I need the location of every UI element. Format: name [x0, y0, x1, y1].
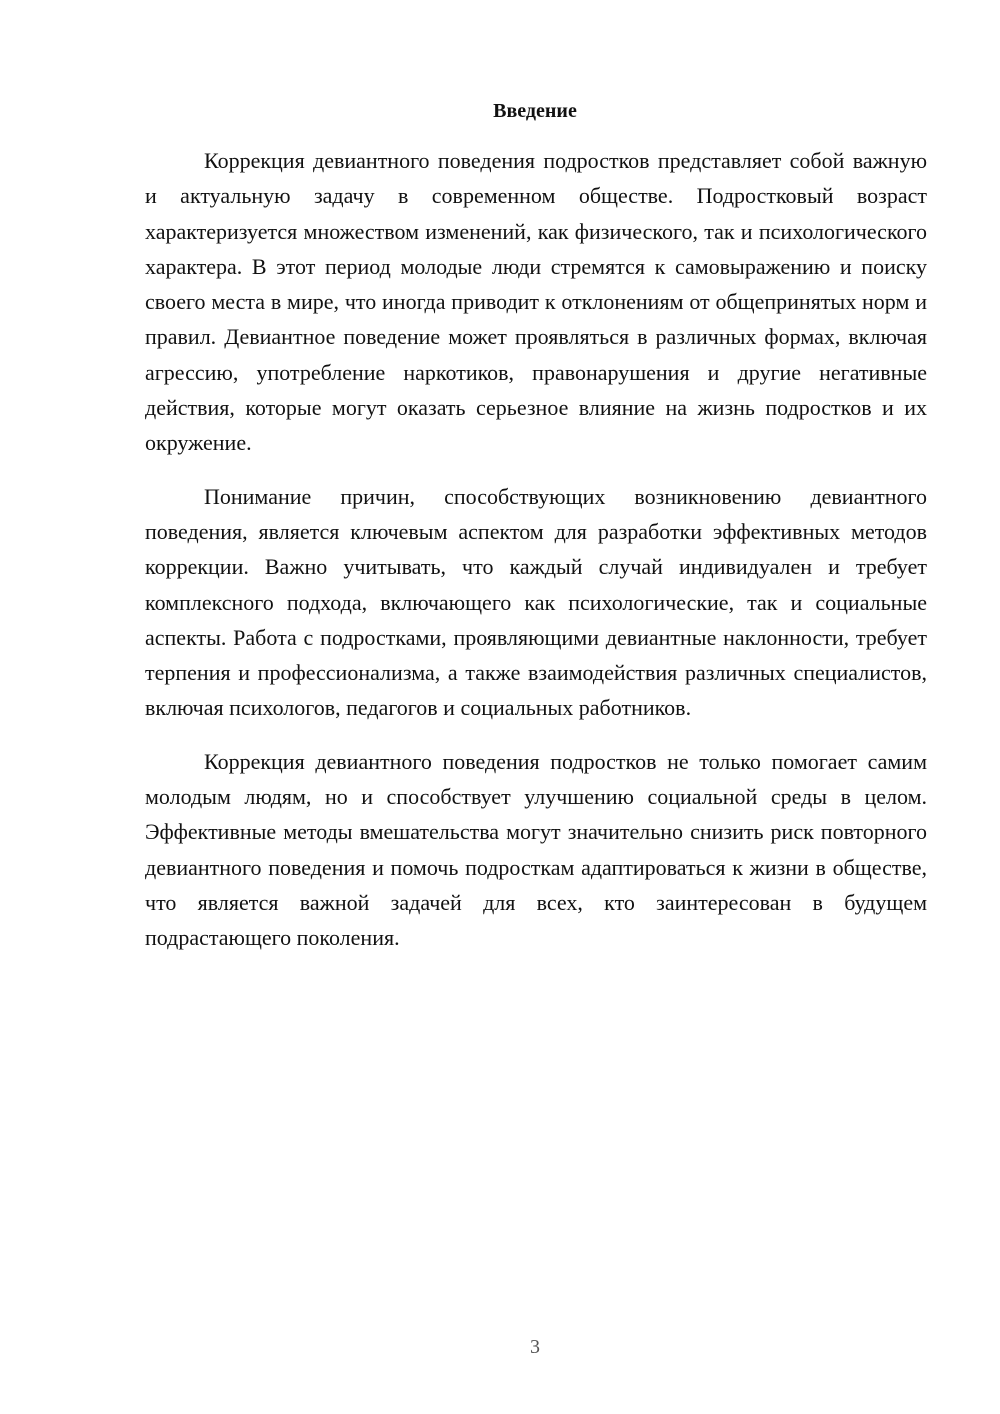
body-text: [145, 143, 927, 956]
paragraph-1: Коррекция девиантного поведения подростков представляет собой важную и актуальную задачу в современном обществе. Подростковый возраст характеризуется множеством изменений, как физического, так и психологического характера. В этот период молодые люди стремятся к самовыражению и поиску своего места в мире, что иногда приводит к отклонениям от общепринятых норм и правил. Девиантное поведение может проявляться в различных формах, включая агрессию, употребление наркотиков, правонарушения и другие негативные действия, которые могут оказать серьезное влияние на жизнь подростков и их окружение.: [145, 148, 927, 456]
page-number: 3: [530, 1336, 540, 1358]
paragraph-3: Коррекция девиантного поведения подростков не только помогает самим молодым людям, но и способствует улучшению социальной среды в целом. Эффективные методы вмешательства могут значительно снизить риск повторного девиантного поведения и помочь подросткам адаптироваться к жизни в обществе, что является важной задачей для всех, кто заинтересован в будущем подрастающего поколения.: [145, 748, 927, 951]
section-heading: Введение: [493, 100, 577, 122]
paragraph-2: Понимание причин, способствующих возникновению девиантного поведения, является ключевым аспектом для разработки эффективных методов коррекции. Важно учитывать, что каждый случай индивидуален и требует комплексного подхода, включающего как психологические, так и социальные аспекты. Работа с подростками, проявляющими девиантные наклонности, требует терпения и профессионализма, а также взаимодействия различных специалистов, включая психологов, педагогов и социальных работников.: [145, 483, 927, 721]
